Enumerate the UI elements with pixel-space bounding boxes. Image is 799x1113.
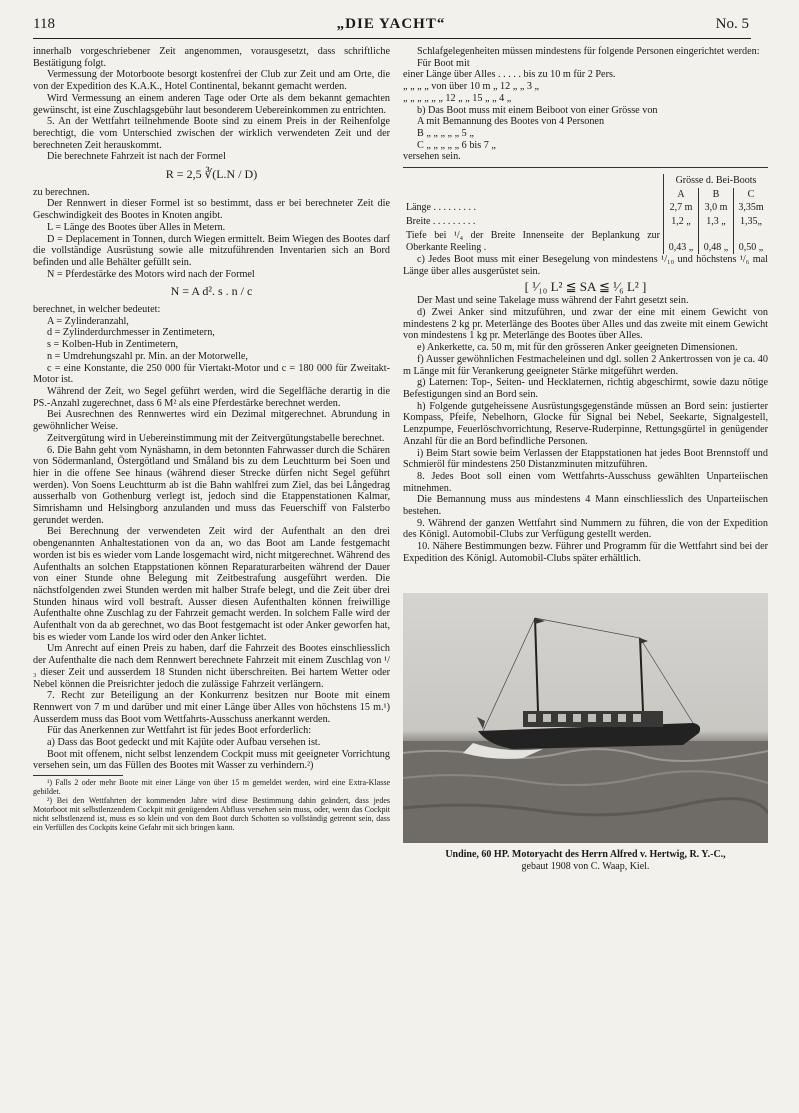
paragraph: Wird Vermessung an einem anderen Tage oder Orte als dem bekannt gemachten gewünscht, ist eine Zuschlagsgebühr laut besonderem Uebereinkommen zu entrichten. — [33, 92, 390, 116]
paragraph: Der Rennwert in dieser Formel ist so bestimmt, dass er bei berechneter Zeit die Geschwindigkeit des Bootes in Knoten angibt. — [33, 198, 390, 222]
table-cell: 1,35„ — [734, 215, 769, 229]
table-row — [403, 201, 768, 215]
paragraph: innerhalb vorgeschriebener Zeit angenommen, vorausgesetzt, dass schriftliche Bestätigung folgt. — [33, 46, 390, 69]
yacht-photo — [403, 593, 768, 843]
table-cell: 0,48 „ — [699, 229, 734, 254]
definition: L = Länge des Bootes über Alles in Metern. — [47, 221, 226, 233]
paragraph: e) Ankerkette, ca. 50 m, mit für den grösseren Anker geeigneten Dimensionen. — [417, 342, 738, 354]
table-col-header: C — [734, 188, 769, 202]
issue-number: No. 5 — [715, 16, 749, 32]
table-col-header: B — [699, 188, 734, 202]
table-col-header: A — [664, 188, 699, 202]
paragraph: Während der Zeit, wo Segel geführt werden, wird die Segelfläche derartig in die PS.-Anzahl zugerechnet, dass 6 M² als eine Pferdestärke berechnet werden. — [33, 385, 390, 409]
table-row-label: Tiefe bei ¹/₄ der Breite Innenseite der Beplankung zur Oberkante Reeling . — [406, 229, 660, 253]
left-column — [33, 46, 390, 1051]
paragraph: Schlafgelegenheiten müssen mindestens für folgende Personen eingerichtet werden: — [417, 46, 760, 57]
paragraph: zu berechnen. — [33, 186, 90, 198]
paragraph: a) Dass das Boot gedeckt und mit Kajüte oder Aufbau versehen ist. — [47, 737, 321, 749]
definition: d = Zylinderdurchmesser in Zentimetern, — [47, 327, 215, 339]
paragraph: 7. Recht zur Beteiligung an der Konkurrenz besitzen nur Boote mit einem Rennwert von 7 m und darüber und mit einer Länge über Alles von höchstens 15 m.¹) Ausserdem muss das Boot vom Wettfahrts-Ausschuss anerkannt werden. — [33, 690, 390, 725]
journal-title: „DIE YACHT“ — [336, 16, 446, 32]
paragraph: i) Beim Start sowie beim Verlassen der Etappstationen hat jedes Boot Brennstoff und Schmieröl für mindestens 250 Distanzminuten mitzuführen. — [403, 447, 768, 471]
formula-rennwert: R = 2,5 ∛(L.N / D) — [165, 167, 258, 182]
right-column — [403, 46, 768, 1106]
definition: A = Zylinderanzahl, — [47, 315, 129, 327]
paragraph: d) Zwei Anker sind mitzuführen, und zwar der eine mit einem Gewicht von mindestens 2 kg pr. Meterlänge des Bootes über Alles und das zweite mit einem Gewicht von mindestens 1 kg pr. Meterlänge des Bootes über Alles. — [403, 307, 768, 342]
table-cell: 3,0 m — [699, 201, 734, 215]
paragraph: 9. Während der ganzen Wettfahrt sind Nummern zu führen, die von der Expedition des Königl. Automobil-Clubs zur Verfügung gestellt werden. — [403, 517, 768, 541]
paragraph: f) Ausser gewöhnlichen Festmacheleinen und dgl. sollen 2 Ankertrossen von je ca. 40 m Länge mit für Verankerung geeigneter Stärke mitgeführt werden. — [403, 353, 768, 377]
paragraph: Für das Anerkennen zur Wettfahrt ist für jedes Boot erforderlich: — [47, 725, 312, 737]
page-header — [33, 16, 749, 36]
formula-ps: N = A d². s . n / c — [170, 284, 253, 299]
berth-line: „ „ „ „ von über 10 m „ 12 „ „ 3 „ — [403, 81, 540, 93]
paragraph: Um Anrecht auf einen Preis zu haben, darf die Fahrzeit des Bootes einschliesslich der Aufenthalte die nach dem Rennwert berechnete Fahrzeit mit einem Zuschlag von ¹/₃ dieser Zeit und ausserdem 18 Stunden nicht überschreiten. Bei hartem Wetter oder Nebel können die Preisrichter jedoch die zulässige Fahrzeit verlängern. — [33, 643, 390, 690]
paragraph: Bei Berechnung der verwendeten Zeit wird der Aufenthalt an den drei obengenannten Anhaltestationen von da an, wo das Boot am Lande festgemacht worden ist bis es wieder vom Lande losgemacht wird, nicht mitgerechnet. Während des Aufenthalts an solchen Etappstationen können Reparaturarbeiten während der Dauer von einer Stunde ohne Belegung mit Zeitbestrafung ausgeführt werden. Die nächstfolgenden zwei Stunden werden mit halber Strafe belegt, und die Zeit über drei Stunden hinaus wird voll bestraft. Ausser diesen Aufenthalten können freiwillige Aufenthalte ohne Zuschlag zu der Fahrzeit gemacht werden. In solchem Falle wird der Aufenthalt von da ab gerechnet, wo das Boot festgemacht ist oder Anker geworfen hat, bis es wieder vom Lande los wird oder den Anker lichtet. — [33, 526, 390, 643]
paragraph: Die berechnete Fahrzeit ist nach der Formel — [47, 151, 226, 163]
paragraph: Die Bemannung muss aus mindestens 4 Mann einschliesslich des Unparteiischen bestehen. — [403, 494, 768, 518]
table-row-label: Länge . . . . . . . . . — [406, 202, 476, 214]
berth-line: „ „ „ „ „ „ 12 „ „ 15 „ „ 4 „ — [403, 92, 512, 104]
paragraph: Bei Ausrechnen des Rennwertes wird ein Dezimal mitgerechnet. Abrundung in gewöhnlicher Weise. — [33, 409, 390, 433]
page-number: 118 — [33, 16, 55, 32]
definition: s = Kolben-Hub in Zentimetern, — [47, 339, 179, 351]
header-rule — [33, 38, 751, 39]
table-cell: 1,3 „ — [699, 215, 734, 229]
paragraph: versehen sein. — [403, 151, 461, 163]
caption-title: Undine, 60 HP. Motoryacht des Herrn Alfred v. Hertwig, R. Y.-C., — [445, 848, 726, 860]
photo-caption — [403, 849, 768, 873]
paragraph: b) Das Boot muss mit einem Beiboot von einer Grösse von — [417, 104, 658, 116]
dinghy-line: C „ „ „ „ „ 6 bis 7 „ — [417, 139, 496, 151]
paragraph: 10. Nähere Bestimmungen bezw. Führer und Programm für die Wettfahrt sind bei der Expedition des Königl. Automobil-Clubs später erhältlich. — [403, 541, 768, 564]
paragraph: 5. An der Wettfahrt teilnehmende Boote sind zu einem Preis in der Reihenfolge berechtigt, die vom Unterschied zwischen der wirklich verwendeten Zeit und der berechneten Zeit herauskommt. — [33, 116, 390, 151]
table-cell: 3,35m — [734, 201, 769, 215]
paragraph: h) Folgende gutgeheissene Ausrüstungsgegenstände müssen an Bord sein: justierter Kompass, Pfeife, Nebelhorn, Glocke für Signal bei Nebel, Seekarte, Signalgestell, Lenzpumpe, Feuerlöschvorrichtung, Reserve-Ruderpinne, Rettungsgürtel in genügender Anzahl für die an Bord befindliche Personen. — [403, 400, 768, 447]
footnote: ²) Bei den Wettfahrten der kommenden Jahre wird diese Bestimmung dahin geändert, dass jedes Motorboot mit selbstlenzendem Cockpit mit genügendem Abfluss versehen sein muss, oder, wenn das Cockpit nicht selbstlenzend ist, muss es so klein und von dem Boot durch Schotten so vollständig getrennt sein, dass ein Verfüllen des Cockpits keine Gefahr mit sich bringen kann. — [33, 796, 390, 833]
paragraph: 6. Die Bahn geht vom Nynäshamn, in dem betonnten Fahrwasser durch die Schären von Södermanland, Östergötland und Småland bis zu dem Leuchtturm bei Soen und hier in die offene See hinaus (während dieser Strecke dürfen nicht Segel geführt werden). Von Soens Leuchtturm ab ist die Bahn wahlfrei zum Ziel, das bei Långedrag ausserhalb von Gothenburg verlegt ist, jedoch sind die Etappenstationen Kalmar, Simrishamn und Helsingborg anzulanden und muss das Feuerschiff von Falsterbo gerundet werden. — [33, 444, 390, 526]
paragraph: Der Mast und seine Takelage muss während der Fahrt gesetzt sein. — [417, 295, 689, 307]
table-corner — [403, 174, 664, 188]
table-row — [403, 229, 768, 254]
definition: c = eine Konstante, die 250 000 für Viertakt-Motor und c = 180 000 für Zweitakt-Motor ist. — [33, 362, 390, 386]
paragraph: Vermessung der Motorboote besorgt kostenfrei der Club zur Zeit und am Orte, die von der Expedition des K.A.K., Hotel Continental, bekannt gemacht werden. — [33, 69, 390, 93]
paragraph: Boot mit offenem, nicht selbst lenzendem Cockpit muss mit geeigneter Vorrichtung versehen sein, um das Füllen des Bootes mit Wasser zu verhindern.²) — [33, 748, 390, 772]
paragraph: g) Laternen: Top-, Seiten- und Hecklaternen, richtig abgeschirmt, sowie dazu nötige Befestigungen sind an Bord sein. — [403, 377, 768, 400]
yacht-illustration — [403, 593, 768, 843]
definition: D = Deplacement in Tonnen, durch Wiegen ermittelt. Beim Wiegen des Bootes darf die vollständige Ausrüstung sowie alle mitzuführenden Inventarien sich an Bord befinden und alle Behälter gefüllt sein. — [33, 233, 390, 268]
paragraph: Zeitvergütung wird in Uebereinstimmung mit der Zeitvergütungstabelle berechnet. — [47, 432, 385, 444]
definition: n = Umdrehungszahl pr. Min. an der Motorwelle, — [47, 350, 248, 362]
dinghy-size-table — [403, 174, 768, 254]
paragraph: 8. Jedes Boot soll einen vom Wettfahrts-Ausschuss gewählten Unparteiischen mitnehmen. — [403, 470, 768, 494]
table-group-header: Grösse d. Bei-Boots — [664, 174, 769, 188]
caption-subtitle: gebaut 1908 von C. Waap, Kiel. — [521, 860, 650, 872]
berth-line: einer Länge über Alles . . . . . bis zu 10 m für 2 Pers. — [403, 69, 616, 81]
dinghy-line: B „ „ „ „ „ 5 „ — [417, 127, 474, 139]
dinghy-line: A mit Bemannung des Bootes von 4 Personen — [417, 116, 605, 128]
table-cell: 1,2 „ — [664, 215, 699, 229]
table-cell: 0,43 „ — [664, 229, 699, 254]
formula-sail-area: [ ¹⁄₁₀ L² ≦ SA ≦ ¹⁄₆ L² ] — [524, 278, 647, 294]
table-row — [403, 215, 768, 229]
table-row-label: Breite . . . . . . . . . — [406, 216, 476, 228]
paragraph: c) Jedes Boot muss mit einer Besegelung von mindestens ¹/₁₀ und höchstens ¹/₆ mal Länge über alles ausgerüstet sein. — [403, 254, 768, 277]
footnote: ¹) Falls 2 oder mehr Boote mit einer Länge von über 15 m gemeldet werden, wird eine Extra-Klasse gebildet. — [33, 778, 390, 797]
paragraph: berechnet, in welcher bedeutet: — [33, 304, 161, 316]
table-cell: 2,7 m — [664, 201, 699, 215]
footnote-rule — [33, 775, 123, 776]
table-cell: 0,50 „ — [734, 229, 769, 254]
table-rule — [403, 167, 768, 168]
definition: N = Pferdestärke des Motors wird nach der Formel — [47, 268, 255, 280]
paragraph: Für Boot mit — [417, 57, 470, 69]
